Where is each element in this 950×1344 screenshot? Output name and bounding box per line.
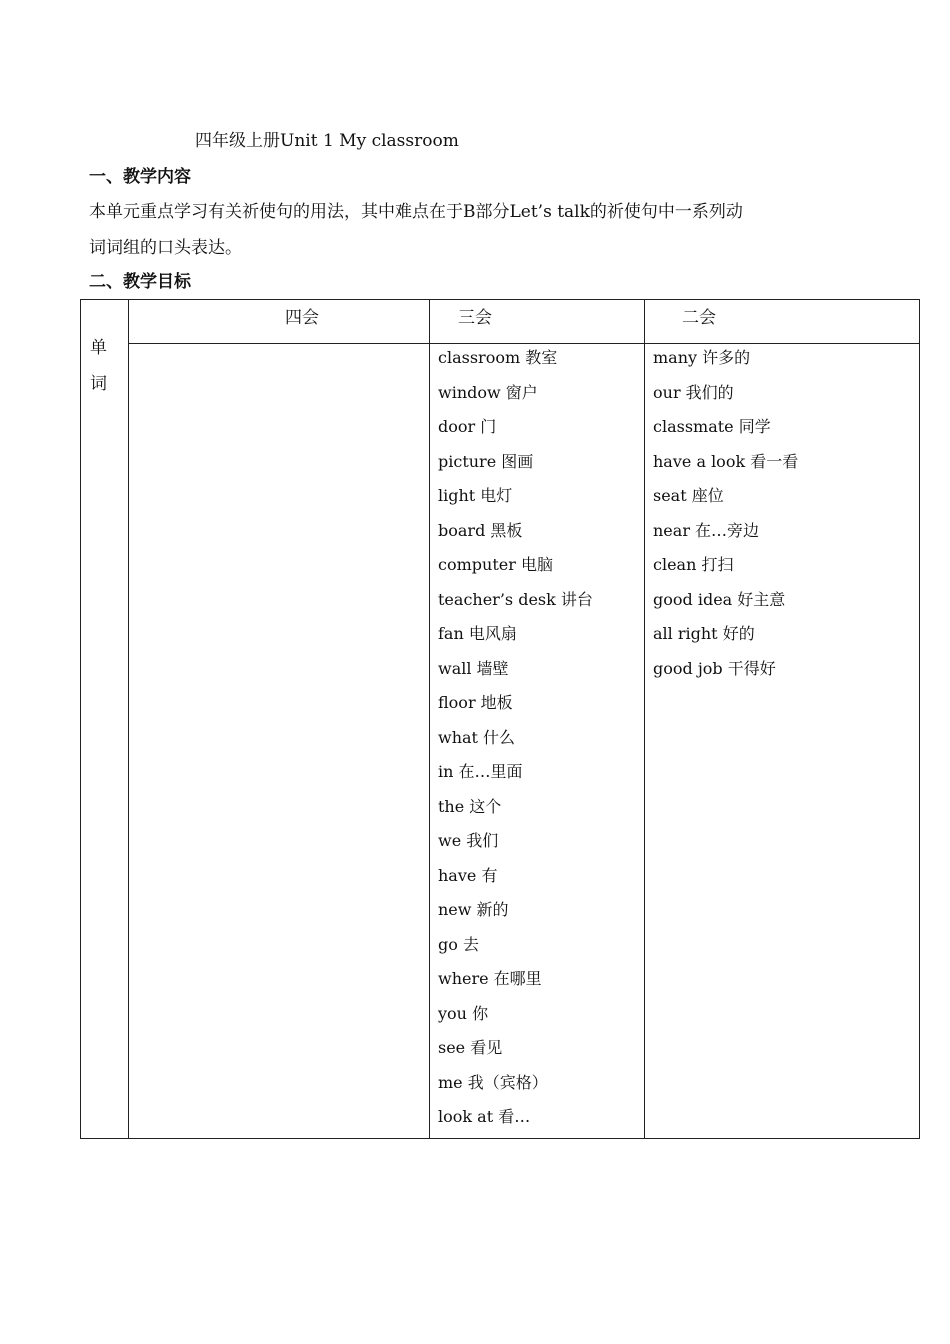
vocab-item: window 窗户 [438, 382, 538, 402]
three-skill-words-cell [430, 344, 645, 1139]
two-skill-word-list [645, 344, 919, 689]
vocab-item: good idea 好主意 [653, 589, 786, 609]
vocab-item: have a look 看一看 [653, 451, 799, 471]
vocab-item: in 在…里面 [438, 762, 523, 781]
vocab-item: many 许多的 [653, 348, 751, 367]
vocab-item: fan 电风扇 [438, 624, 517, 643]
three-skill-word-list [430, 344, 644, 1138]
vocab-item: our 我们的 [653, 382, 734, 402]
section-heading-goals: 二、教学目标 [89, 272, 191, 292]
vocab-item: picture 图画 [438, 451, 534, 471]
vocab-item: me 我（宾格） [438, 1072, 548, 1092]
header-three-skill-cell [430, 300, 645, 344]
vocab-item: classroom 教室 [438, 348, 558, 367]
header-two-skill-cell [645, 300, 920, 344]
table-body-row [81, 344, 920, 1139]
vocab-item: the 这个 [438, 796, 502, 816]
vocab-item: where 在哪里 [438, 969, 542, 988]
vocabulary-goals-table [80, 299, 920, 1139]
vocab-item: door 门 [438, 417, 497, 436]
vocab-item: what 什么 [438, 727, 516, 747]
vocab-item: wall 墙壁 [438, 658, 509, 678]
vocab-item: light 电灯 [438, 486, 513, 505]
vocab-item: seat 座位 [653, 486, 724, 505]
vocab-item: classmate 同学 [653, 417, 771, 436]
vocab-item: board 黑板 [438, 520, 523, 540]
vocab-item: teacher’s desk 讲台 [438, 589, 593, 609]
content-paragraph-line-1: 本单元重点学习有关祈使句的用法，其中难点在于B部分Let’s talk的祈使句中一系列动 [89, 202, 743, 222]
header-two-skill: 二会 [682, 308, 716, 328]
two-skill-words-cell [645, 344, 920, 1139]
content-paragraph-line-2: 词词组的口头表达。 [89, 238, 242, 258]
four-skill-words-cell [129, 344, 430, 1139]
vocab-item: you 你 [438, 1003, 489, 1023]
vocab-item: have 有 [438, 865, 498, 885]
document-title: 四年级上册Unit 1 My classroom [195, 131, 459, 151]
vocab-item: we 我们 [438, 831, 499, 850]
vocab-item: look at 看… [438, 1107, 531, 1126]
vocab-item: near 在…旁边 [653, 520, 760, 540]
vocab-item: go 去 [438, 934, 479, 954]
vocab-item: good job 干得好 [653, 658, 776, 678]
vocab-item: computer 电脑 [438, 555, 553, 574]
vocab-item: all right 好的 [653, 624, 755, 643]
header-three-skill: 三会 [458, 308, 492, 328]
header-four-skill: 四会 [285, 308, 319, 328]
vocab-item: see 看见 [438, 1038, 503, 1057]
vocab-item: new 新的 [438, 900, 509, 919]
header-four-skill-cell [129, 300, 430, 344]
category-cell [81, 300, 129, 1139]
vocab-item: floor 地板 [438, 693, 513, 712]
section-heading-content: 一、教学内容 [89, 167, 191, 187]
category-label: 单词 [90, 338, 107, 394]
vocab-item: clean 打扫 [653, 555, 734, 574]
table-header-row [81, 300, 920, 344]
